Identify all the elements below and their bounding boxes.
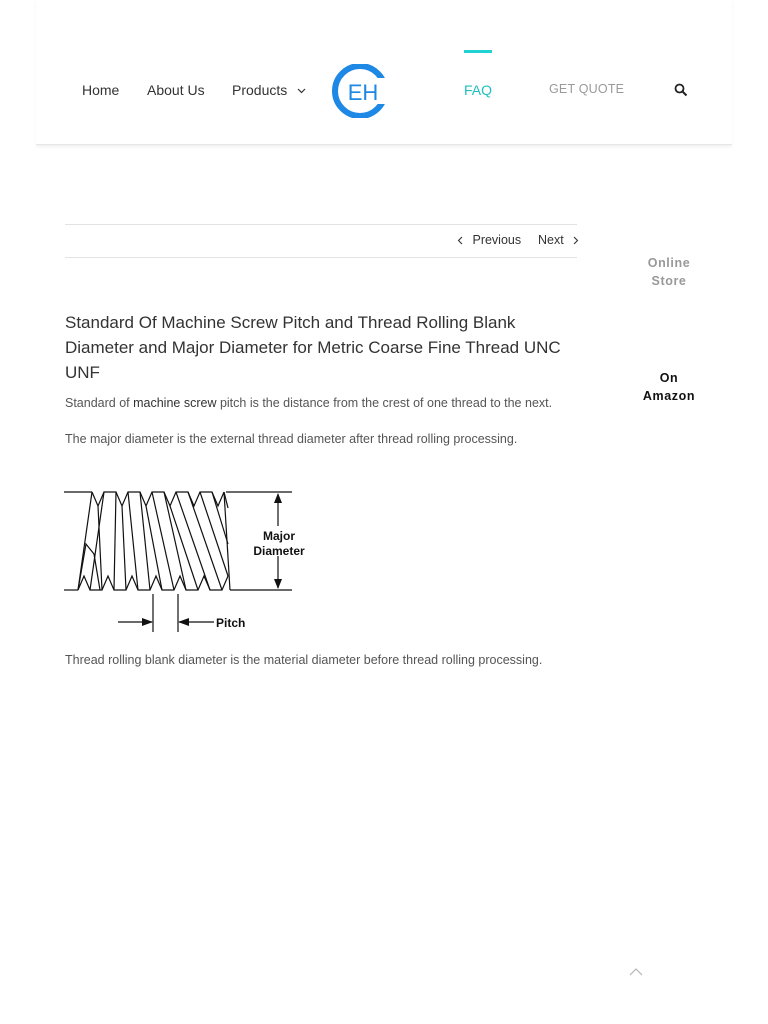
logo-text: EH [347, 80, 379, 105]
store-line-1: Online [647, 256, 691, 270]
label-diameter: Diameter [253, 544, 305, 558]
logo[interactable] [332, 64, 388, 118]
amazon-line-2: Amazon [642, 389, 696, 403]
previous-link[interactable] [457, 233, 521, 247]
search-icon[interactable] [674, 83, 688, 97]
chevron-right-icon [573, 236, 579, 245]
chevron-down-icon [297, 88, 306, 94]
paragraph-major-diameter: The major diameter is the external thread diameter after thread rolling processing. [65, 432, 518, 446]
label-pitch: Pitch [216, 616, 246, 630]
nav-products[interactable] [232, 82, 306, 98]
chevron-up-icon[interactable] [628, 966, 644, 978]
nav-about-us[interactable]: About Us [147, 82, 205, 98]
p1-before: Standard of [65, 396, 134, 410]
next-label: Next [538, 233, 564, 247]
amazon-line-1: On [659, 371, 679, 385]
machine-screw-link[interactable]: machine screw [133, 396, 217, 410]
thread-diagram [64, 484, 310, 634]
paragraph-pitch [65, 396, 552, 410]
store-line-2: Store [651, 274, 687, 288]
active-indicator [464, 50, 492, 53]
get-quote-button[interactable]: GET QUOTE [549, 82, 625, 96]
on-amazon-link[interactable] [620, 369, 718, 405]
chevron-left-icon [457, 236, 463, 245]
site-header [36, 0, 732, 145]
label-major: Major [262, 529, 296, 543]
online-store-link[interactable] [620, 254, 718, 290]
nav-products-label: Products [232, 82, 288, 98]
nav-home[interactable]: Home [82, 82, 120, 98]
post-navigation [65, 224, 577, 258]
p1-after: pitch is the distance from the crest of one thread to the next. [216, 396, 553, 410]
paragraph-blank-diameter: Thread rolling blank diameter is the material diameter before thread rolling processing. [65, 653, 543, 667]
previous-label: Previous [472, 233, 522, 247]
nav-faq[interactable]: FAQ [464, 82, 493, 98]
page-title: Standard Of Machine Screw Pitch and Thread Rolling Blank Diameter and Major Diameter for Metric Coarse Fine Thread UNC UNF [65, 313, 561, 382]
next-link[interactable] [538, 233, 579, 247]
